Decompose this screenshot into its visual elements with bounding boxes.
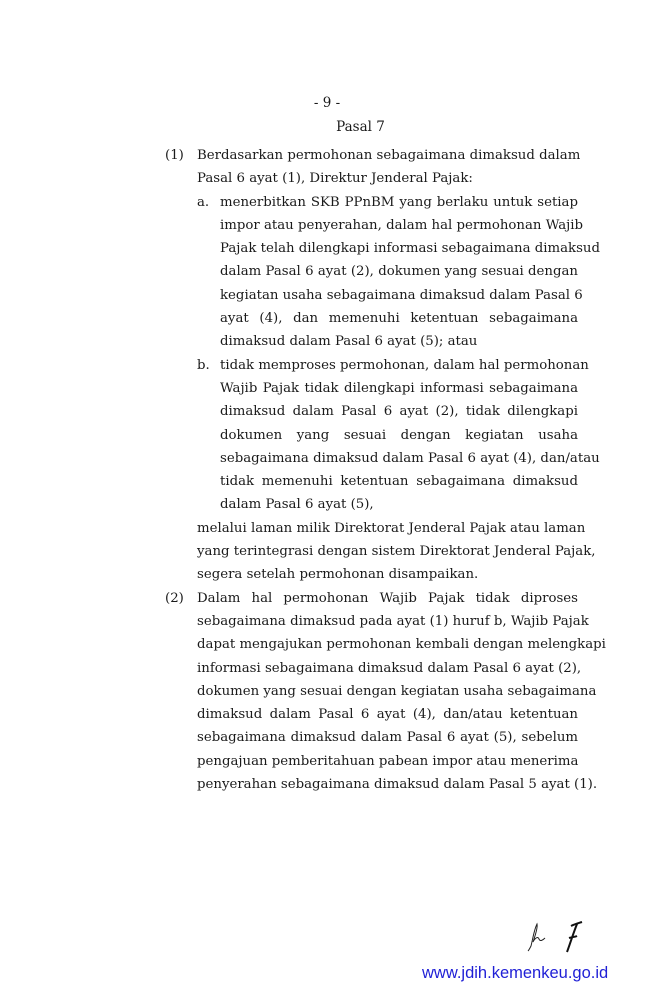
- text-line: tidak memenuhi ketentuan sebagaimana dimaksud: [220, 474, 578, 490]
- text-line: sebagaimana dimaksud dalam Pasal 6 ayat (5), sebelum: [197, 730, 578, 746]
- text-line: Pasal 6 ayat (1), Direktur Jenderal Pajak:: [197, 171, 473, 187]
- item-a: [165, 191, 601, 354]
- text-line: dalam Pasal 6 ayat (5),: [220, 497, 374, 513]
- item-b: [165, 354, 600, 517]
- text-line: penyerahan sebagaimana dimaksud dalam Pasal 5 ayat (1).: [197, 777, 598, 793]
- ayat-1: [165, 144, 601, 587]
- text-line: pengajuan pemberitahuan pabean impor atau menerima: [197, 753, 579, 769]
- text-line: impor atau penyerahan, dalam hal permohonan Wajib: [220, 217, 584, 233]
- page-number: - 9 -: [313, 95, 341, 111]
- item-a-marker: a.: [197, 194, 210, 210]
- ayat-1-marker: (1): [165, 148, 184, 163]
- text-line: kegiatan usaha sebagaimana dimaksud dalam Pasal 6: [220, 287, 583, 303]
- text-line: melalui laman milik Direktorat Jenderal Pajak atau laman: [197, 520, 586, 536]
- item-b-text: [220, 354, 600, 517]
- text-line: informasi sebagaimana dimaksud dalam Pasal 6 ayat (2),: [197, 660, 582, 676]
- text-line: Berdasarkan permohonan sebagaimana dimaksud dalam: [197, 148, 581, 163]
- text-line: menerbitkan SKB PPnBM yang berlaku untuk setiap: [220, 194, 578, 210]
- ayat-2-marker: (2): [165, 590, 184, 606]
- ayat-1-intro: [197, 144, 581, 191]
- text-line: dimaksud dalam Pasal 6 ayat (5); atau: [220, 334, 478, 350]
- text-line: ayat (4), dan memenuhi ketentuan sebagaimana: [220, 311, 578, 327]
- ayat-2: [165, 587, 606, 797]
- footer-url-link[interactable]: www.jdih.kemenkeu.go.id: [422, 964, 609, 982]
- text-line: dokumen yang sesuai dengan kegiatan usaha: [220, 427, 578, 443]
- text-line: sebagaimana dimaksud pada ayat (1) huruf b, Wajib Pajak: [197, 613, 589, 629]
- item-b-marker: b.: [197, 357, 210, 373]
- document-body: [165, 144, 606, 796]
- text-line: Dalam hal permohonan Wajib Pajak tidak diproses: [197, 590, 578, 606]
- text-line: dimaksud dalam Pasal 6 ayat (4), dan/atau ketentuan: [197, 707, 578, 723]
- signature-initials-image: [525, 918, 585, 954]
- pasal-title: Pasal 7: [336, 119, 385, 135]
- item-a-text: [220, 191, 601, 354]
- ayat-2-text: [197, 587, 606, 797]
- ayat-1-closing: [197, 517, 596, 587]
- text-line: dimaksud dalam Pasal 6 ayat (2), tidak dilengkapi: [220, 404, 578, 420]
- text-line: Wajib Pajak tidak dilengkapi informasi sebagaimana: [220, 380, 578, 396]
- text-line: dapat mengajukan permohonan kembali dengan melengkapi: [197, 637, 606, 653]
- text-line: yang terintegrasi dengan sistem Direktorat Jenderal Pajak,: [197, 544, 596, 560]
- text-line: tidak memproses permohonan, dalam hal permohonan: [220, 357, 589, 373]
- text-line: dokumen yang sesuai dengan kegiatan usaha sebagaimana: [197, 683, 597, 699]
- text-line: Pajak telah dilengkapi informasi sebagaimana dimaksud: [220, 241, 601, 257]
- text-line: segera setelah permohonan disampaikan.: [197, 567, 479, 583]
- text-line: dalam Pasal 6 ayat (2), dokumen yang sesuai dengan: [220, 264, 578, 280]
- text-line: sebagaimana dimaksud dalam Pasal 6 ayat (4), dan/atau: [220, 450, 600, 466]
